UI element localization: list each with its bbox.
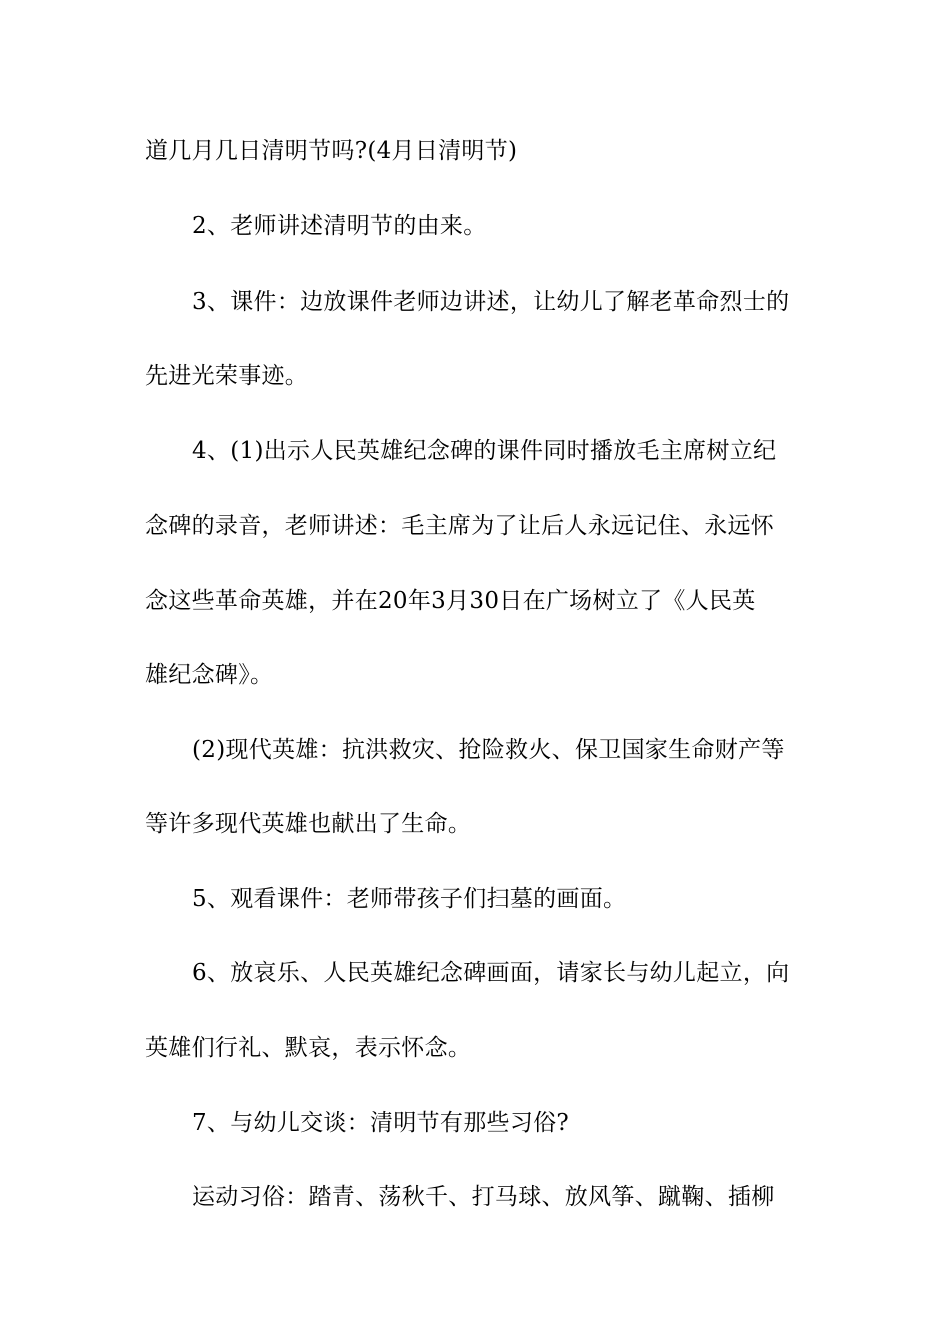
text-line-12: 6、放哀乐、人民英雄纪念碑画面，请家长与幼儿起立，向 xyxy=(192,960,790,986)
text-line-6: 念碑的录音，老师讲述：毛主席为了让后人永远记住、永远怀 xyxy=(145,513,775,539)
text-line-15: 运动习俗：踏青、荡秋千、打马球、放风筝、蹴鞠、插柳 xyxy=(192,1184,775,1210)
text-line-11: 5、观看课件：老师带孩子们扫墓的画面。 xyxy=(192,886,627,912)
text-line-7: 念这些革命英雄，并在20年3月30日在广场树立了《人民英 xyxy=(145,588,756,614)
text-line-1: 道几月几日清明节吗?(4月日清明节) xyxy=(145,138,518,164)
text-line-4: 先进光荣事迹。 xyxy=(145,363,309,389)
text-line-8: 雄纪念碑》。 xyxy=(145,662,274,688)
text-line-2: 2、老师讲述清明节的由来。 xyxy=(192,213,487,239)
text-line-10: 等许多现代英雄也献出了生命。 xyxy=(145,811,472,837)
text-line-14: 7、与幼儿交谈：清明节有那些习俗? xyxy=(192,1110,570,1136)
text-line-13: 英雄们行礼、默哀，表示怀念。 xyxy=(145,1035,472,1061)
text-line-9: (2)现代英雄：抗洪救灾、抢险救火、保卫国家生命财产等 xyxy=(192,737,785,763)
text-line-5: 4、(1)出示人民英雄纪念碑的课件同时播放毛主席树立纪 xyxy=(192,438,777,464)
text-line-3: 3、课件：边放课件老师边讲述，让幼儿了解老革命烈士的 xyxy=(192,289,790,315)
